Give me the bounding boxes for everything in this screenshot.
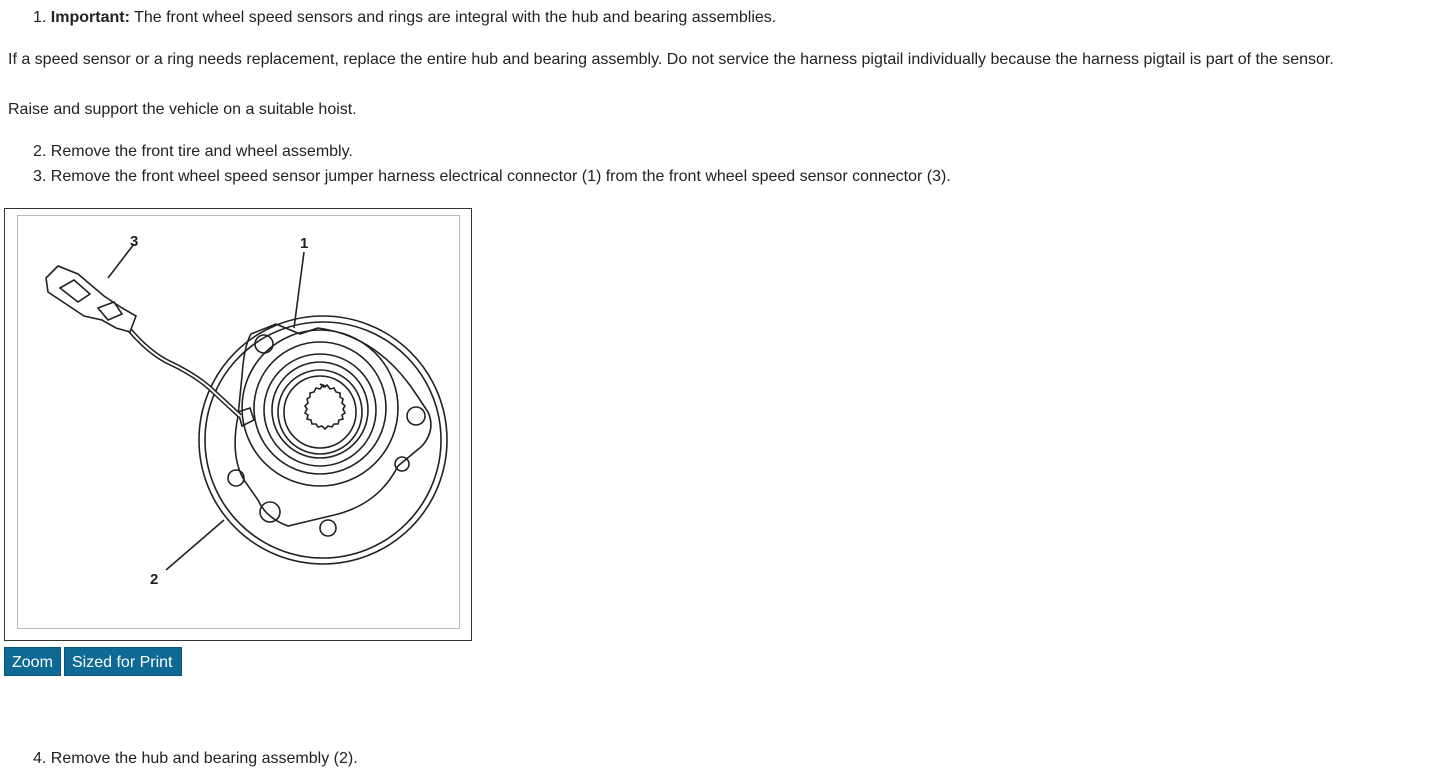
step-3-number: 3. bbox=[33, 168, 47, 185]
callout-2: 2 bbox=[150, 571, 159, 588]
zoom-button[interactable]: Zoom bbox=[4, 647, 61, 676]
sensor-connector bbox=[46, 266, 136, 332]
important-label: Important: bbox=[50, 9, 130, 26]
callout-3: 3 bbox=[130, 233, 139, 250]
hub-bearing-illustration bbox=[18, 216, 459, 628]
step-2 bbox=[33, 142, 353, 162]
step-1 bbox=[33, 8, 776, 28]
step-4 bbox=[33, 749, 358, 769]
figure-inner-border bbox=[17, 215, 460, 629]
step-2-text: Remove the front tire and wheel assembly. bbox=[50, 143, 353, 160]
step-4-text: Remove the hub and bearing assembly (2). bbox=[50, 750, 358, 767]
step-1-number: 1. bbox=[33, 9, 47, 26]
callout-1: 1 bbox=[300, 235, 309, 252]
step-1-text: The front wheel speed sensors and rings are integral with the hub and bearing assemblies. bbox=[134, 9, 777, 26]
raise-vehicle-note: Raise and support the vehicle on a suitable hoist. bbox=[8, 101, 357, 118]
sized-for-print-button[interactable]: Sized for Print bbox=[64, 647, 182, 676]
replacement-note: If a speed sensor or a ring needs replacement, replace the entire hub and bearing assembly. Do not service the harness pigtail individually because the harness pigtail is part of the sensor. bbox=[8, 51, 1334, 68]
step-2-number: 2. bbox=[33, 143, 47, 160]
leader-line-1 bbox=[294, 252, 304, 328]
step-3 bbox=[33, 167, 951, 187]
hub-bearing-figure bbox=[4, 208, 472, 641]
step-4-number: 4. bbox=[33, 750, 47, 767]
step-3-text: Remove the front wheel speed sensor jumper harness electrical connector (1) from the front wheel speed sensor connector (3). bbox=[50, 168, 951, 185]
leader-line-2 bbox=[166, 520, 224, 570]
hub-outer-rim bbox=[199, 316, 447, 564]
